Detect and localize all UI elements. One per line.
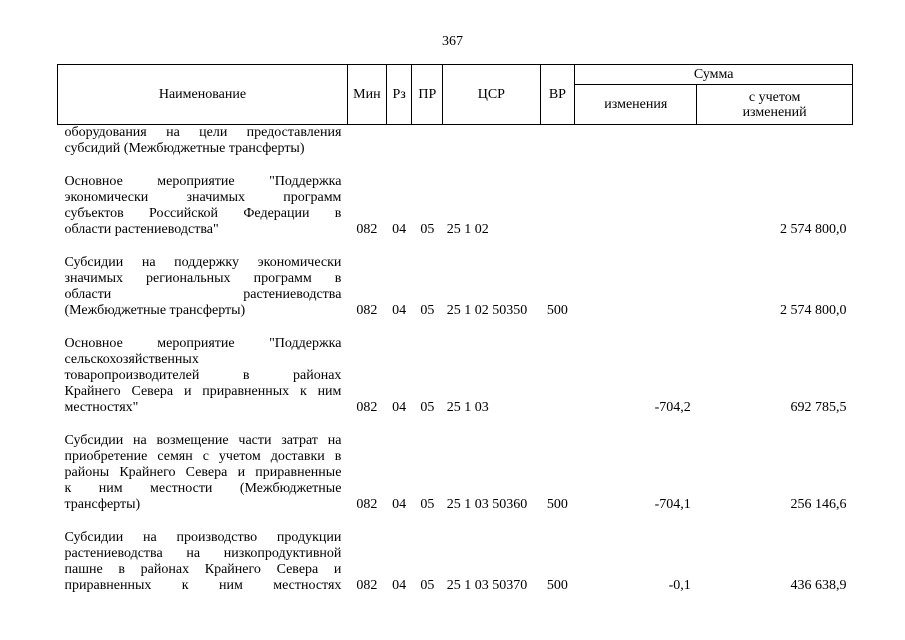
cell-vr <box>540 174 575 238</box>
cell-csr: 25 1 03 <box>446 400 489 415</box>
cell-pr <box>412 125 443 158</box>
cell-vr: 500 <box>546 303 568 318</box>
row-name <box>58 433 348 513</box>
header-sum: Сумма <box>575 65 853 85</box>
name-line: товаропроизводителей в районах <box>64 368 342 383</box>
cell-pr: 05 <box>420 303 435 318</box>
name-line: области растениеводства" <box>64 222 219 237</box>
cell-pr: 05 <box>420 400 435 415</box>
cell-min: 082 <box>356 497 378 512</box>
budget-table <box>57 64 853 594</box>
name-line: Субсидии на возмещение части затрат на <box>64 433 342 448</box>
cell-change <box>575 125 697 158</box>
row-name <box>58 336 348 416</box>
name-line: пашне в районах Крайнего Севера и <box>64 562 342 577</box>
cell-rz <box>386 125 412 158</box>
table-row <box>58 336 853 416</box>
cell-total: 692 785,5 <box>790 400 847 415</box>
cell-csr: 25 1 03 50370 <box>446 578 528 593</box>
cell-csr: 25 1 03 50360 <box>446 497 528 512</box>
name-line: Основное мероприятие "Поддержка <box>64 336 342 351</box>
cell-pr: 05 <box>420 497 435 512</box>
name-line: значимых региональных программ в <box>64 271 342 286</box>
cell-rz: 04 <box>392 222 407 237</box>
cell-total: 2 574 800,0 <box>780 303 847 318</box>
cell-total <box>697 125 853 158</box>
cell-csr: 25 1 02 50350 <box>446 303 528 318</box>
row-name <box>58 174 348 238</box>
cell-min <box>347 125 386 158</box>
header-min: Мин <box>347 65 386 125</box>
name-line: сельскохозяйственных <box>64 352 199 367</box>
row-name <box>58 125 348 158</box>
header-with-changes <box>697 85 853 125</box>
cell-pr: 05 <box>420 222 435 237</box>
name-line: экономически значимых программ <box>64 190 342 205</box>
name-line: оборудования на цели предоставления <box>64 125 342 140</box>
name-line: Субсидии на поддержку экономически <box>64 255 342 270</box>
header-changes: изменения <box>575 85 697 125</box>
cell-change: -0,1 <box>668 578 691 593</box>
name-line: субсидий (Межбюджетные трансферты) <box>64 141 305 156</box>
header-csr: ЦСР <box>443 65 540 125</box>
cell-vr: 500 <box>546 578 568 593</box>
header-name: Наименование <box>58 65 348 125</box>
cell-min: 082 <box>356 303 378 318</box>
page-number: 367 <box>442 34 463 49</box>
cell-min: 082 <box>356 400 378 415</box>
table-row <box>58 174 853 238</box>
header-rz: Рз <box>386 65 412 125</box>
cell-rz: 04 <box>392 400 407 415</box>
table-row <box>58 255 853 319</box>
name-line: области растениеводства <box>64 287 342 302</box>
table-row <box>58 433 853 513</box>
name-line: районы Крайнего Севера и приравненные <box>64 465 342 480</box>
table-row <box>58 530 853 594</box>
name-line: приобретение семян с учетом доставки в <box>64 449 342 464</box>
cell-min: 082 <box>356 578 378 593</box>
name-line: к ним местности (Межбюджетные <box>64 481 342 496</box>
name-line: растениеводства на низкопродуктивной <box>64 546 342 561</box>
cell-total: 256 146,6 <box>790 497 847 512</box>
cell-min: 082 <box>356 222 378 237</box>
row-name <box>58 255 348 319</box>
cell-rz: 04 <box>392 497 407 512</box>
name-line: трансферты) <box>64 497 141 512</box>
cell-change: -704,2 <box>654 400 691 415</box>
name-line: Субсидии на производство продукции <box>64 530 342 545</box>
header-vr: ВР <box>540 65 575 125</box>
cell-change <box>575 174 697 238</box>
name-line: Крайнего Севера и приравненных к ним <box>64 384 342 399</box>
cell-csr <box>443 125 540 158</box>
name-line: местностях" <box>64 400 139 415</box>
cell-change: -704,1 <box>654 497 691 512</box>
cell-vr <box>540 336 575 416</box>
header-with-changes-line1: с учетом <box>748 89 801 105</box>
cell-vr <box>540 125 575 158</box>
cell-csr: 25 1 02 <box>446 222 489 237</box>
name-line: субъектов Российской Федерации в <box>64 206 342 221</box>
row-name <box>58 530 348 594</box>
cell-rz: 04 <box>392 578 407 593</box>
cell-rz: 04 <box>392 303 407 318</box>
name-line: (Межбюджетные трансферты) <box>64 303 246 318</box>
name-line: Основное мероприятие "Поддержка <box>64 174 342 189</box>
header-with-changes-line2: изменений <box>742 104 807 120</box>
table-row <box>58 125 853 158</box>
cell-pr: 05 <box>420 578 435 593</box>
cell-change <box>575 255 697 319</box>
name-line: приравненных к ним местностях <box>64 578 342 593</box>
cell-total: 2 574 800,0 <box>780 222 847 237</box>
cell-vr: 500 <box>546 497 568 512</box>
header-pr: ПР <box>412 65 443 125</box>
cell-total: 436 638,9 <box>790 578 847 593</box>
